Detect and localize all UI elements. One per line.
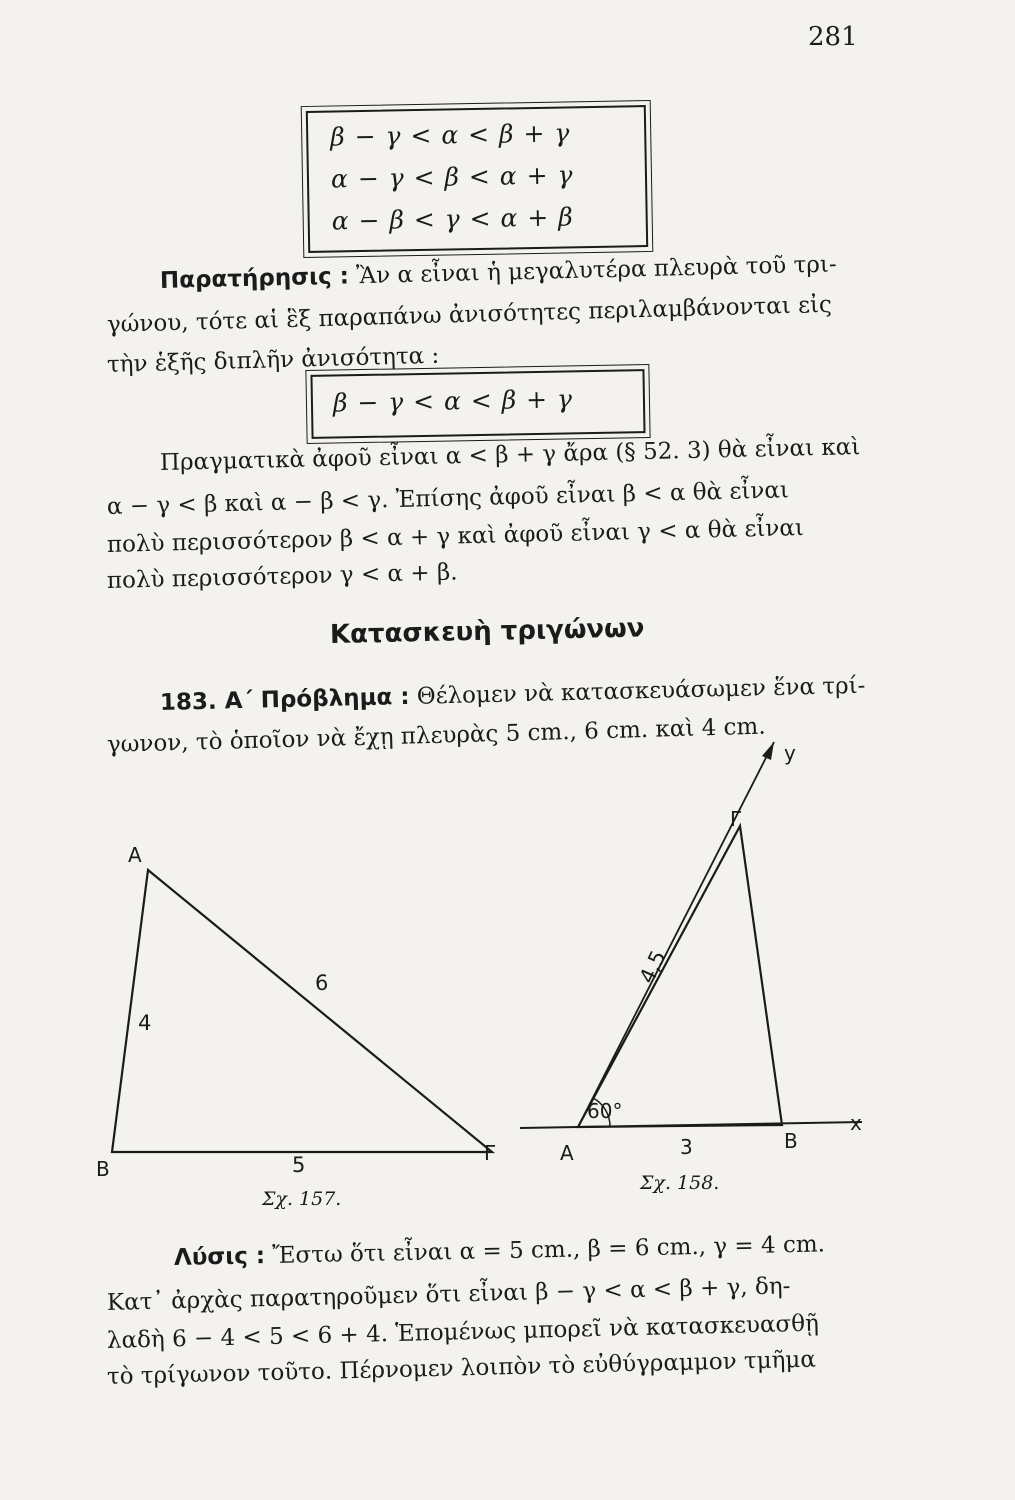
remark-label: Παρατήρησις :: [159, 263, 350, 294]
proof-line-2: α − γ < β καὶ α − β < γ. Ἐπίσης ἀφοῦ εἶναι β < α θὰ εἶναι: [106, 477, 790, 520]
inequality-line-1: β − γ < α < β + γ: [329, 118, 571, 152]
remark-line-2: γώνου, τότε αἱ ἓξ παραπάνω ἀνισότητες περιλαμβάνονται εἰς: [106, 291, 833, 338]
fig157-vertex-b: Β: [96, 1157, 110, 1181]
fig157-side-bg: 5: [292, 1153, 306, 1177]
remark-text-1: Ἂν α εἶναι ἡ μεγαλυτέρα πλευρὰ τοῦ τρι-: [355, 251, 837, 290]
proof-line-3: πολὺ περισσότερον β < α + γ καὶ ἀφοῦ εἶναι γ < α θὰ εἶναι: [106, 514, 805, 558]
page-number: 281: [808, 22, 858, 52]
remark-line-3: τὴν ἑξῆς διπλῆν ἀνισότητα :: [106, 342, 440, 378]
caption-158: Σχ. 158.: [640, 1172, 720, 1194]
solution-line-2: Κατ᾽ ἀρχὰς παρατηροῦμεν ὅτι εἶναι β − γ < α < β + γ, δη-: [106, 1273, 791, 1316]
fig158-vertex-b: Β: [784, 1129, 798, 1153]
fig157-side-ag: 6: [315, 971, 329, 995]
problem-line-2: γωνον, τὸ ὁποῖον νὰ ἔχῃ πλευρὰς 5 cm., 6 cm. καὶ 4 cm.: [106, 713, 766, 758]
problem-label: 183. Α΄ Πρόβλημα :: [159, 683, 410, 716]
figure-158: [520, 741, 862, 1165]
fig158-vertex-g: Γ: [730, 807, 742, 831]
fig157-vertex-a: Α: [128, 843, 142, 867]
solution-line-4: τὸ τρίγωνον τοῦτο. Πέρνομεν λοιπὸν τὸ εὐθύγραμμον τμῆμα: [106, 1346, 817, 1390]
inequality-line-3: α − β < γ < α + β: [331, 202, 574, 236]
fig158-side-ab: 3: [680, 1135, 693, 1159]
solution-label: Λύσις :: [173, 1243, 266, 1271]
caption-157: Σχ. 157.: [262, 1188, 342, 1210]
figure-157: [96, 843, 496, 1181]
inequality-line-2: α − γ < β < α + γ: [330, 160, 574, 194]
fig157-side-ab: 4: [138, 1011, 152, 1035]
fig158-side-ag: 4,5: [634, 946, 671, 988]
proof-line-4: πολὺ περισσότερον γ < α + β.: [106, 559, 458, 594]
solution-text-1: Ἔστω ὅτι εἶναι α = 5 cm., β = 6 cm., γ = 4 cm.: [272, 1231, 826, 1269]
axis-y-line: [578, 742, 774, 1127]
triangle-158: [578, 826, 782, 1127]
double-inequality: β − γ < α < β + γ: [332, 384, 574, 418]
axis-y-arrow: [762, 742, 774, 760]
triangle-157: [112, 870, 492, 1152]
solution-line-3: λαδὴ 6 − 4 < 5 < 6 + 4. Ἑπομένως μπορεῖ νὰ κατασκευασθῇ: [106, 1310, 820, 1354]
proof-line-1: Πραγματικὰ ἀφοῦ εἶναι α < β + γ ἄρα (§ 52. 3) θὰ εἶναι καὶ: [159, 434, 861, 476]
problem-text-1: Θέλομεν νὰ κατασκευάσωμεν ἕνα τρί-: [416, 672, 866, 710]
fig157-vertex-g: Γ: [484, 1141, 496, 1165]
section-title: Κατασκευὴ τριγώνων: [329, 613, 645, 650]
fig158-angle: 60°: [587, 1099, 623, 1123]
axis-y-label: y: [784, 741, 796, 765]
fig158-vertex-a: Α: [560, 1141, 574, 1165]
axis-x-label: x: [850, 1111, 862, 1135]
